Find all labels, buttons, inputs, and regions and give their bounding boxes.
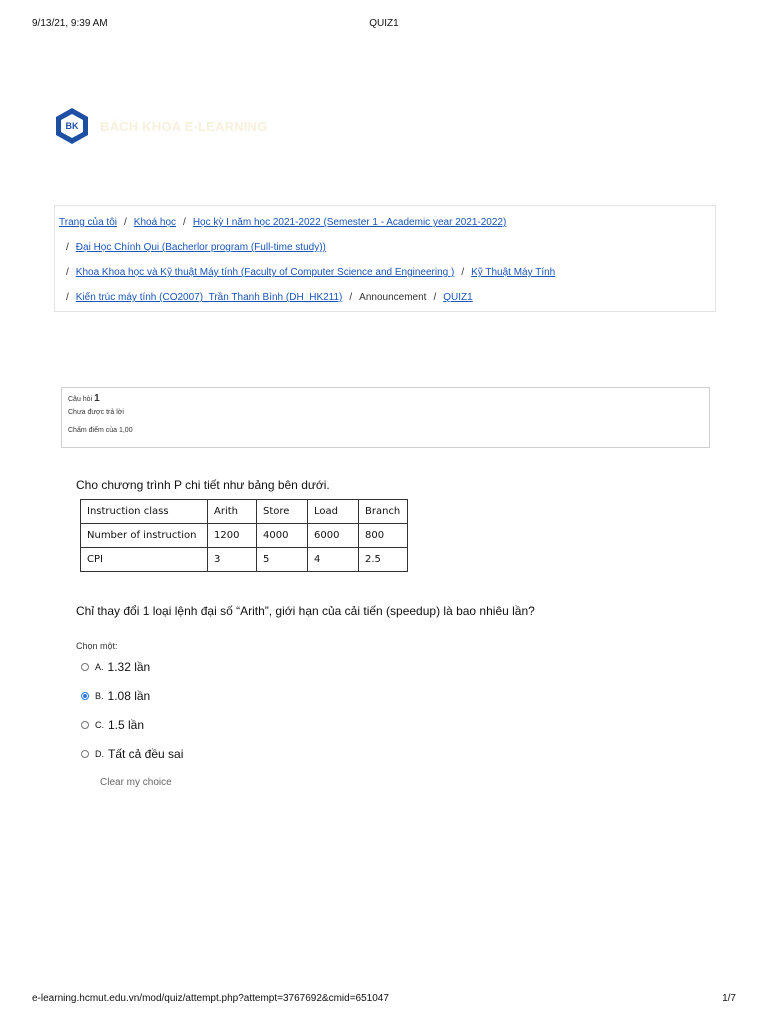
brand-name: BÁCH KHOA E-LEARNING [100, 118, 268, 134]
table-row [81, 524, 408, 548]
table-cell: CPI [81, 548, 208, 572]
breadcrumb-line-4 [59, 289, 715, 314]
table-cell: 1200 [208, 524, 257, 548]
breadcrumb-separator: / [66, 267, 69, 278]
option-letter: D. [95, 749, 104, 759]
clear-choice-link[interactable]: Clear my choice [100, 777, 172, 788]
table-row [81, 548, 408, 572]
breadcrumb-courses[interactable]: Khoá học [133, 217, 177, 228]
option-text: 1.5 lần [108, 718, 145, 732]
question-label: Câu hỏi [68, 396, 93, 403]
print-header [32, 18, 736, 29]
table-row [81, 500, 408, 524]
option-letter: A. [95, 662, 104, 672]
print-footer [32, 993, 736, 1004]
radio-b-selected[interactable] [81, 692, 89, 700]
option-text: Tất cả đều sai [108, 747, 184, 761]
table-cell: 4000 [257, 524, 308, 548]
breadcrumb-department[interactable]: Kỹ Thuật Máy Tính [471, 267, 556, 278]
table-cell: 3 [208, 548, 257, 572]
table-cell: 5 [257, 548, 308, 572]
table-cell: Instruction class [81, 500, 208, 524]
table-cell: 6000 [308, 524, 359, 548]
question-mark: Chấm điểm của 1,00 [68, 427, 133, 434]
breadcrumb-separator: / [66, 292, 69, 303]
table-cell: Load [308, 500, 359, 524]
table-cell: Store [257, 500, 308, 524]
question-text: Cho chương trình P chi tiết như bảng bên dưới. [76, 478, 330, 492]
breadcrumb-announcement: Announcement [359, 292, 427, 303]
table-cell: Arith [208, 500, 257, 524]
logo-text: BK [65, 121, 79, 131]
breadcrumb-line-3 [59, 264, 715, 289]
table-cell: 800 [359, 524, 408, 548]
option-a[interactable] [81, 660, 150, 674]
table-cell: 2.5 [359, 548, 408, 572]
breadcrumb-separator: / [66, 242, 69, 253]
bk-logo-icon [52, 106, 92, 146]
breadcrumb-course[interactable]: Kiến trúc máy tính (CO2007)_Trần Thanh Bình (DH_HK211) [75, 292, 343, 303]
choose-one-label: Chọn một: [76, 641, 118, 651]
table-cell: Branch [359, 500, 408, 524]
option-letter: C. [95, 720, 104, 730]
breadcrumb-separator: / [461, 267, 465, 278]
breadcrumb-separator: / [349, 292, 353, 303]
breadcrumb [54, 205, 716, 312]
option-b[interactable] [81, 689, 150, 703]
breadcrumb-separator: / [183, 217, 186, 228]
breadcrumb-separator: / [433, 292, 437, 303]
table-cell: Number of instruction [81, 524, 208, 548]
print-datetime: 9/13/21, 9:39 AM [32, 18, 108, 29]
breadcrumb-faculty[interactable]: Khoa Khoa học và Kỹ thuật Máy tính (Faculty of Computer Science and Engineering ) [75, 267, 455, 278]
radio-c[interactable] [81, 721, 89, 729]
question-prompt: Chỉ thay đổi 1 loại lệnh đại số “Arith”, giới hạn của cải tiến (speedup) là bao nhiêu lần? [76, 604, 535, 618]
print-page-number: 1/7 [722, 993, 736, 1004]
question-number: 1 [94, 393, 100, 404]
site-logo[interactable] [52, 100, 284, 152]
print-url: e-learning.hcmut.edu.vn/mod/quiz/attempt.php?attempt=3767692&cmid=651047 [32, 993, 389, 1004]
print-title: QUIZ1 [369, 18, 399, 29]
table-cell: 4 [308, 548, 359, 572]
breadcrumb-quiz[interactable]: QUIZ1 [443, 292, 473, 303]
instruction-table [80, 499, 408, 572]
option-text: 1.32 lần [107, 660, 151, 674]
question-info [61, 387, 710, 448]
radio-a[interactable] [81, 663, 89, 671]
option-letter: B. [95, 691, 104, 701]
breadcrumb-my-home[interactable]: Trang của tôi [59, 217, 117, 228]
option-c[interactable] [81, 718, 144, 732]
breadcrumb-line-1 [59, 214, 715, 239]
breadcrumb-line-2 [59, 239, 715, 264]
breadcrumb-separator: / [124, 217, 127, 228]
radio-d[interactable] [81, 750, 89, 758]
breadcrumb-program[interactable]: Đại Học Chính Qui (Bacherlor program (Full-time study)) [75, 242, 326, 253]
option-text: 1.08 lần [107, 689, 151, 703]
question-status: Chưa được trả lời [68, 409, 124, 416]
option-d[interactable] [81, 747, 183, 761]
question-number-row [68, 391, 709, 406]
breadcrumb-semester[interactable]: Học kỳ I năm học 2021-2022 (Semester 1 - Academic year 2021-2022) [192, 217, 507, 228]
